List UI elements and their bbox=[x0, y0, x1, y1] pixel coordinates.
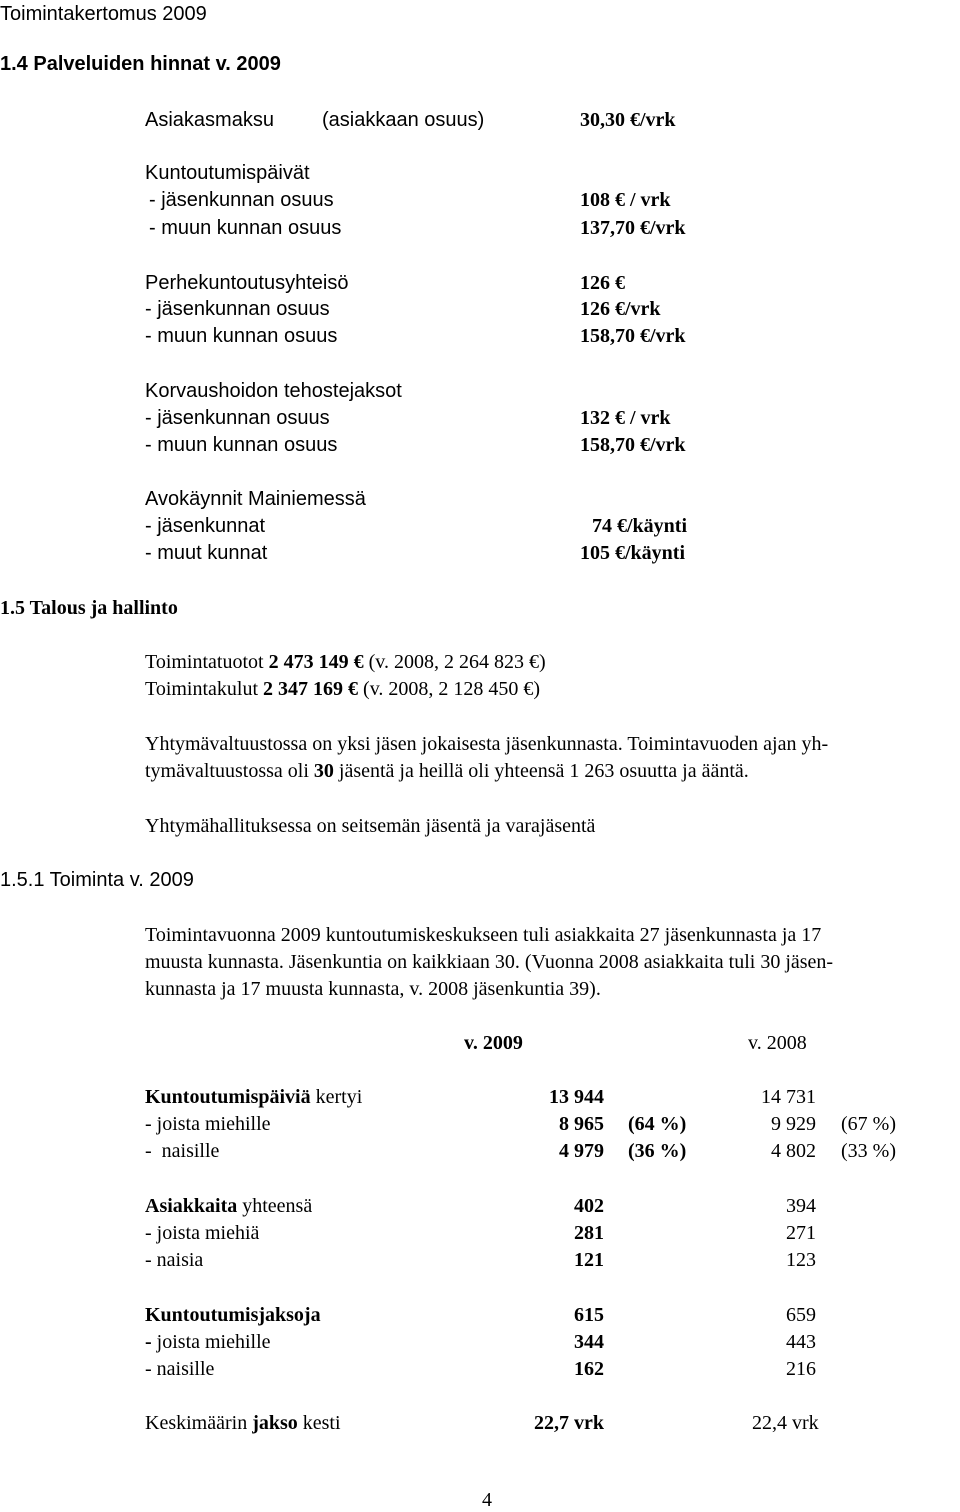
operations-para-line-3: kunnasta ja 17 muusta kunnasta, v. 2008 jäsenkuntia 39). bbox=[145, 978, 601, 1000]
rehab-days-other-label: - muun kunnan osuus bbox=[149, 217, 342, 239]
assembly-member-count: 30 bbox=[313, 760, 334, 782]
rehab-days-member-label: - jäsenkunnan osuus bbox=[149, 189, 334, 211]
operations-para-line-1: Toimintavuonna 2009 kuntoutumiskeskukseen tuli asiakkaita 27 jäsenkunnasta ja 17 bbox=[145, 924, 822, 946]
family-member-value: 126 €/vrk bbox=[580, 298, 661, 320]
family-other-value: 158,70 €/vrk bbox=[580, 325, 686, 347]
stats-row-label-text: - naisille bbox=[145, 1358, 215, 1380]
rehab-days-title: Kuntoutumispäivät bbox=[145, 162, 310, 184]
client-fee-label: Asiakasmaksu bbox=[145, 109, 274, 131]
stats-value-2009: 121 bbox=[574, 1249, 604, 1271]
stats-value-2009: 615 bbox=[574, 1304, 604, 1326]
stats-value-2009: 162 bbox=[574, 1358, 604, 1380]
stats-row-label-text: - joista miehille bbox=[145, 1113, 271, 1135]
stats-value-2008: 4 802 bbox=[771, 1140, 816, 1162]
revenue-value: 2 473 149 € bbox=[268, 651, 364, 673]
stats-percent-2009: (36 %) bbox=[628, 1140, 687, 1162]
subst-title: Korvaushoidon tehostejaksot bbox=[145, 380, 402, 402]
costs-value: 2 347 169 € bbox=[263, 678, 359, 700]
section-title-operations: 1.5.1 Toiminta v. 2009 bbox=[0, 869, 194, 891]
col-header-2009: v. 2009 bbox=[464, 1032, 523, 1054]
costs-label: Toimintakulut bbox=[145, 678, 259, 700]
outpatient-member-value: 74 €/käynti bbox=[592, 515, 688, 537]
avg-label-a: Keskimäärin bbox=[145, 1412, 248, 1434]
stats-value-2009: 281 bbox=[574, 1222, 604, 1244]
stats-row-label-text: - naisia bbox=[145, 1249, 204, 1271]
assembly-line-1: Yhtymävaltuustossa on yksi jäsen jokaisesta jäsenkunnasta. Toimintavuoden ajan yh- bbox=[145, 733, 829, 755]
section-title-finance: 1.5 Talous ja hallinto bbox=[0, 597, 178, 619]
document-title: Toimintakertomus 2009 bbox=[0, 3, 207, 25]
assembly-line-2-a: tymävaltuustossa oli bbox=[145, 760, 309, 782]
section-title-prices: 1.4 Palveluiden hinnat v. 2009 bbox=[0, 53, 281, 75]
stats-value-2009: 13 944 bbox=[549, 1086, 604, 1108]
stats-row-label bbox=[145, 1223, 259, 1243]
outpatient-other-value: 105 €/käynti bbox=[580, 542, 686, 564]
rehab-days-member-value: 108 € / vrk bbox=[580, 189, 671, 211]
subst-other-label: - muun kunnan osuus bbox=[145, 434, 338, 456]
stats-row-label-text: yhteensä bbox=[237, 1195, 313, 1217]
outpatient-member-label: - jäsenkunnat bbox=[145, 515, 266, 537]
revenue-label: Toimintatuotot bbox=[145, 651, 264, 673]
stats-row-label-text: - naisille bbox=[145, 1140, 220, 1162]
stats-row-label-text: kertyi bbox=[310, 1086, 363, 1108]
stats-value-2009: 8 965 bbox=[559, 1113, 604, 1135]
stats-value-2008: 659 bbox=[786, 1304, 816, 1326]
stats-value-2009: 344 bbox=[574, 1331, 604, 1353]
client-fee-note: (asiakkaan osuus) bbox=[322, 109, 485, 131]
avg-label-c: kesti bbox=[302, 1412, 341, 1434]
revenue-line bbox=[145, 652, 546, 672]
stats-row-label-text: joista miehille bbox=[151, 1331, 271, 1353]
stats-percent-2008: (33 %) bbox=[841, 1140, 896, 1162]
outpatient-other-label: - muut kunnat bbox=[145, 542, 268, 564]
stats-value-2008: 9 929 bbox=[771, 1113, 816, 1135]
stats-row-label-bold: Kuntoutumisjaksoja bbox=[145, 1304, 321, 1326]
stats-row-label-bold: Kuntoutumispäiviä bbox=[145, 1086, 311, 1108]
subst-other-value: 158,70 €/vrk bbox=[580, 434, 686, 456]
family-rehab-title: Perhekuntoutusyhteisö bbox=[145, 272, 349, 294]
stats-value-2008: 216 bbox=[786, 1358, 816, 1380]
stats-value-2008: 271 bbox=[786, 1222, 816, 1244]
stats-value-2008: 443 bbox=[786, 1331, 816, 1353]
revenue-prev: (v. 2008, 2 264 823 €) bbox=[368, 651, 546, 673]
stats-row-label bbox=[145, 1087, 362, 1107]
stats-row-label bbox=[145, 1196, 312, 1216]
stats-percent-2009: (64 %) bbox=[628, 1113, 687, 1135]
client-fee-value: 30,30 €/vrk bbox=[580, 109, 676, 131]
stats-value-2009: 402 bbox=[574, 1195, 604, 1217]
stats-row-label bbox=[145, 1305, 321, 1325]
subst-member-label: - jäsenkunnan osuus bbox=[145, 407, 330, 429]
family-member-label: - jäsenkunnan osuus bbox=[145, 298, 330, 320]
assembly-line-2 bbox=[145, 761, 749, 781]
family-rehab-title-value: 126 € bbox=[580, 272, 625, 294]
stats-value-2008: 123 bbox=[786, 1249, 816, 1271]
stats-percent-2008: (67 %) bbox=[841, 1113, 896, 1135]
outpatient-title: Avokäynnit Mainiemessä bbox=[145, 488, 366, 510]
subst-member-value: 132 € / vrk bbox=[580, 407, 671, 429]
avg-label bbox=[145, 1413, 341, 1433]
assembly-line-2-b: jäsentä ja heillä oli yhteensä 1 263 osuutta ja ääntä. bbox=[338, 760, 749, 782]
stats-row-label bbox=[145, 1250, 203, 1270]
col-header-2008: v. 2008 bbox=[748, 1032, 807, 1054]
stats-value-2008: 394 bbox=[786, 1195, 816, 1217]
stats-row-label bbox=[145, 1332, 271, 1352]
avg-label-b: jakso bbox=[252, 1412, 298, 1434]
stats-value-2008: 14 731 bbox=[761, 1086, 816, 1108]
stats-row-label bbox=[145, 1359, 214, 1379]
rehab-days-other-value: 137,70 €/vrk bbox=[580, 217, 686, 239]
operations-para-line-2: muusta kunnasta. Jäsenkuntia on kaikkiaan 30. (Vuonna 2008 asiakkaita tuli 30 jäsen- bbox=[145, 951, 834, 973]
page-number: 4 bbox=[482, 1489, 492, 1511]
family-other-label: - muun kunnan osuus bbox=[145, 325, 338, 347]
stats-value-2009: 4 979 bbox=[559, 1140, 604, 1162]
costs-line bbox=[145, 679, 540, 699]
stats-row-label bbox=[145, 1141, 219, 1161]
stats-row-label bbox=[145, 1114, 271, 1134]
stats-row-label-bold: - bbox=[145, 1331, 152, 1353]
stats-row-label-text: - joista miehiä bbox=[145, 1222, 260, 1244]
costs-prev: (v. 2008, 2 128 450 €) bbox=[363, 678, 541, 700]
stats-row-label-bold: Asiakkaita bbox=[145, 1195, 238, 1217]
board-text: Yhtymähallituksessa on seitsemän jäsentä ja varajäsentä bbox=[145, 815, 596, 837]
avg-2008: 22,4 vrk bbox=[752, 1412, 819, 1434]
avg-2009: 22,7 vrk bbox=[534, 1412, 604, 1434]
